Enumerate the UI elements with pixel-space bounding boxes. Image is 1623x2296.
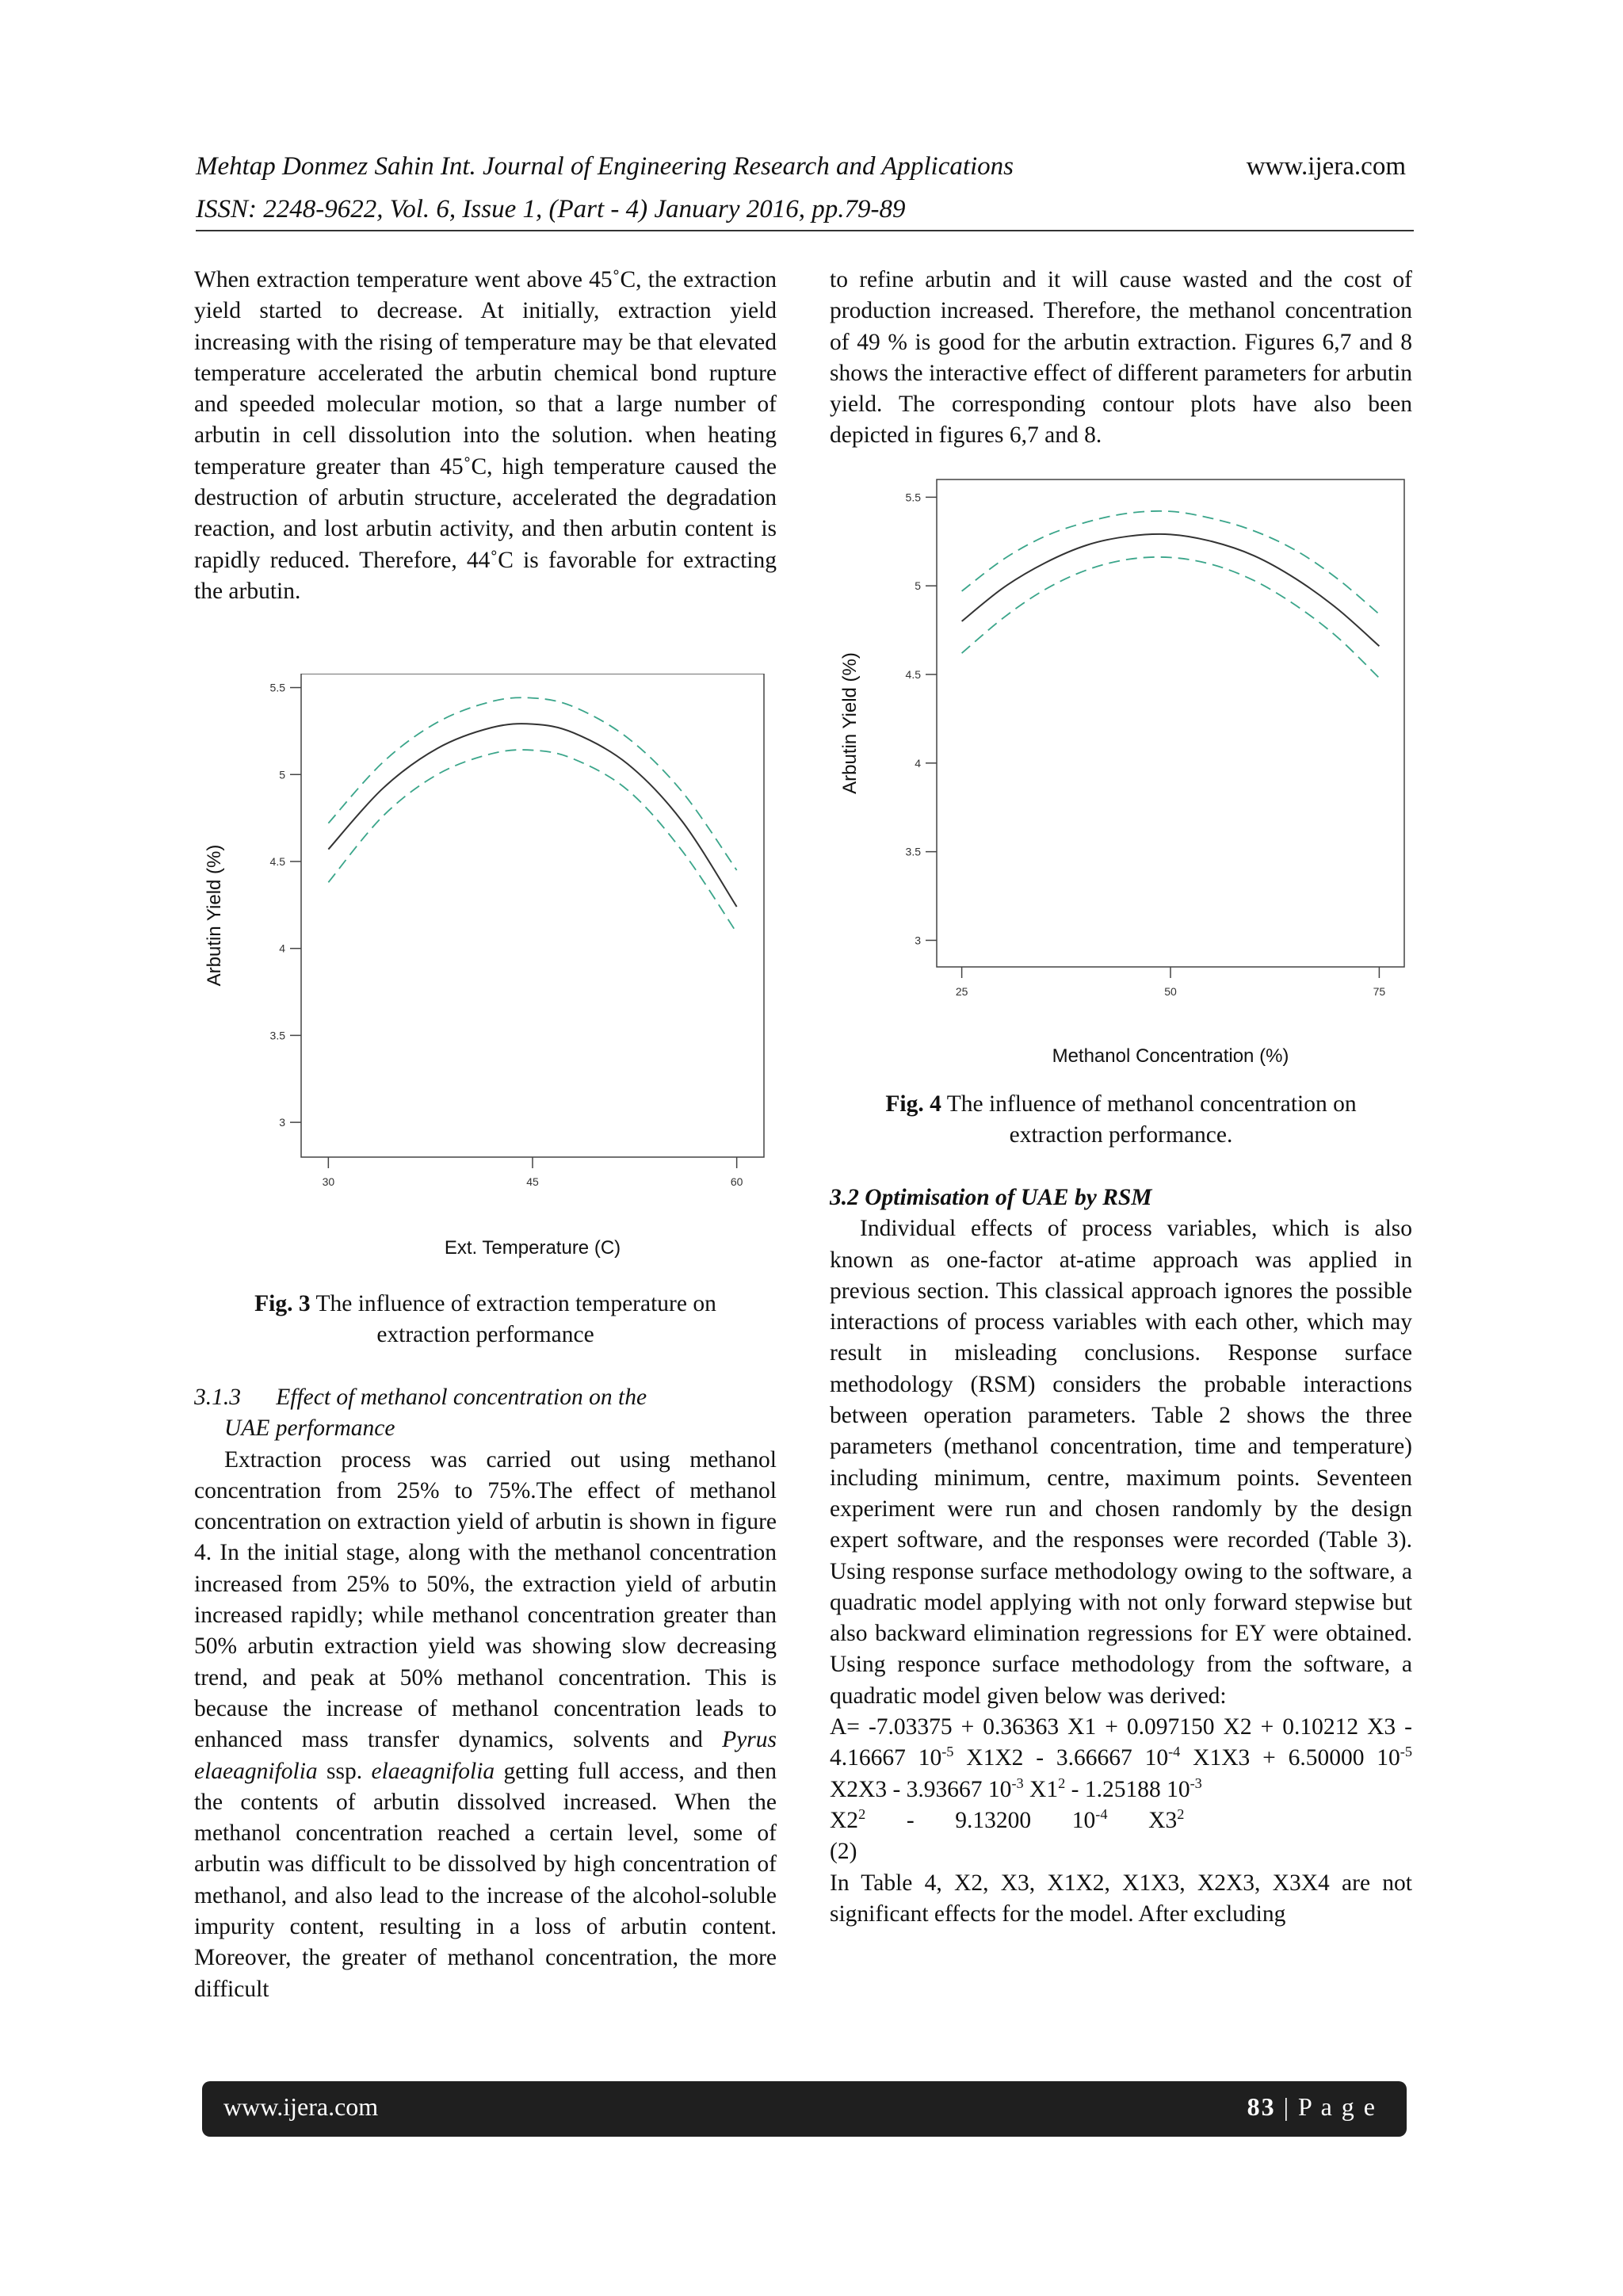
y-tick-label: 4.5 — [905, 668, 921, 681]
y-tick-label: 4.5 — [269, 854, 285, 868]
eq-exp: -4 — [1095, 1806, 1108, 1823]
y-tick-label: 3 — [915, 934, 921, 947]
lower-ci-line — [328, 750, 736, 933]
eq-text: X1X2 - 3.66667 10 — [953, 1745, 1169, 1771]
paragraph: Individual effects of process variables, which is also known as one-factor at-atime approach was applied in previous section. This classical approach ignores the possible interactions of process variables with each other, which may result in misleading conclusions. Response surface methodology (RSM) considers the probable interactions between operation parameters. Table 2 shows the three parameters (methanol concentration, time and temperature) including minimum, centre, maximum points. Seventeen experiment were run and chosen randomly by the design expert software, and the responses were recorded (Table 3). Using response surface methodology owing to the software, a quadratic model applying with not only forward stepwise but also backward elimination regressions for EY were obtained. Using responce surface methodology from the software, a quadratic model given below was derived: — [830, 1216, 1412, 1709]
paragraph: to refine arbutin and it will cause wasted and the cost of production increased. Therefore, the methanol concentration of 49 % is good for the arbutin extraction. Figures 6,7 and 8 shows the interactive effect of different parameters for arbutin yield. The corresponding contour plots have also been depicted in figures 6,7 and 8. — [830, 267, 1412, 449]
fig4-caption-b: extraction performance. — [1009, 1122, 1233, 1148]
eq-exp: 2 — [1177, 1806, 1185, 1823]
fig3-plot — [198, 674, 769, 1276]
y-tick-label: 5 — [279, 768, 285, 781]
x-axis-label: Ext. Temperature (C) — [444, 1237, 621, 1259]
section-3-2-heading: 3.2 Optimisation of UAE by RSM — [830, 1185, 1152, 1210]
y-axis-label: Arbutin Yield (%) — [839, 652, 861, 794]
header-divider — [196, 230, 1414, 231]
y-tick-label: 3 — [279, 1116, 285, 1129]
eq-exp: -3 — [1011, 1775, 1024, 1791]
x-tick-label: 60 — [730, 1175, 743, 1188]
fig4-chart — [834, 476, 1412, 1078]
fig4-caption-a: The influence of methanol concentration on — [941, 1091, 1357, 1117]
x-tick-label: 45 — [526, 1175, 539, 1188]
right-column-bottom — [830, 1182, 1412, 1930]
fig3-chart — [198, 674, 769, 1276]
y-tick-label: 3.5 — [269, 1029, 285, 1042]
y-tick-label: 4 — [915, 756, 921, 770]
eq-exp: -4 — [1168, 1744, 1181, 1760]
equation-2 — [830, 1712, 1412, 1867]
page-number-value: 83 — [1247, 2092, 1276, 2121]
section-title-a: Effect of methanol concentration on the — [276, 1385, 647, 1410]
eq-text: - 9.13200 10 — [865, 1807, 1096, 1833]
fig3-label: Fig. 3 — [254, 1291, 311, 1316]
paragraph-text: Extraction process was carried out using methanol concentration from 25% to 75%.The effect of methanol concentration on extraction yield of arbutin is shown in figure 4. In the initial stage, along with the methanol concentration increased from 25% to 50%, the extraction yield of arbutin increased rapidly; while methanol concentration greater than 50% arbutin extraction yield was showing slow decreasing trend, and peak at 50% methanol concentration. This is because the increase of methanol concentration leads to enhanced mass transfer dynamics, solvents and — [194, 1446, 777, 1753]
paragraph: When extraction temperature went above 45˚C, the extraction yield started to decrease. At initially, extraction yield increasing with the rising of temperature may be that elevated temperature accelerated the arbutin chemical bond rupture and speeded molecular motion, so that a large number of arbutin in cell dissolution into the solution. when heating temperature greater than 45˚C, high temperature caused the destruction of arbutin structure, accelerated the degradation reaction, and lost arbutin activity, and then arbutin content is rapidly reduced. Therefore, 44˚C is favorable for extracting the arbutin. — [194, 267, 777, 604]
plot-frame — [301, 674, 764, 1157]
eq-text: X1X3 + 6.50000 10 — [1180, 1745, 1400, 1771]
x-axis-label: Methanol Concentration (%) — [1052, 1045, 1289, 1067]
equation-number: (2) — [830, 1839, 857, 1865]
prediction-line — [328, 724, 736, 907]
paragraph — [194, 1445, 777, 2005]
x-tick-label: 25 — [955, 985, 968, 998]
section-title-b: UAE performance — [224, 1415, 395, 1442]
paragraph: In Table 4, X2, X3, X1X2, X1X3, X2X3, X3X4 are not significant effects for the model. After excluding — [830, 1870, 1412, 1927]
left-column-top — [194, 265, 777, 607]
eq-text: X3 — [1107, 1807, 1178, 1833]
lower-ci-line — [962, 557, 1380, 678]
page-label: | P a g e — [1275, 2092, 1377, 2121]
fig4-label: Fig. 4 — [885, 1091, 941, 1117]
left-column-mid — [194, 1289, 777, 1351]
issn-line: ISSN: 2248-9622, Vol. 6, Issue 1, (Part - 4) January 2016, pp.79-89 — [196, 195, 906, 223]
fig4-plot — [834, 476, 1412, 1078]
fig3-caption-a: The influence of extraction temperature on — [310, 1291, 716, 1316]
eq-exp: 2 — [1058, 1775, 1066, 1791]
right-column-mid — [830, 1089, 1412, 1152]
section-number: 3.1.3 — [194, 1385, 241, 1410]
eq-text: - 1.25188 10 — [1065, 1776, 1190, 1802]
section-3-1-3-heading — [194, 1382, 777, 1445]
eq-exp: -5 — [1400, 1744, 1413, 1760]
eq-text: X2X3 - 3.93667 10 — [830, 1776, 1012, 1802]
right-column-top — [830, 265, 1412, 452]
prediction-line — [962, 534, 1380, 646]
eq-exp: 2 — [858, 1806, 866, 1823]
x-tick-label: 30 — [322, 1175, 335, 1188]
paragraph-text: getting full access, and then the contents of arbutin dissolved increased. When the methanol concentration reached a certain level, some of arbutin was difficult to be dissolved by high concentration of methanol, and also lead to the increase of the alcohol-soluble impurity content, resulting in a loss of arbutin content. Moreover, the greater of methanol concentration, the more difficult — [194, 1758, 777, 2002]
upper-ci-line — [962, 511, 1380, 614]
y-tick-label: 5.5 — [269, 681, 285, 694]
y-tick-label: 5 — [915, 579, 921, 593]
species-name: elaeagnifolia — [371, 1758, 495, 1784]
eq-text: X2 — [830, 1807, 859, 1833]
fig3-caption — [194, 1289, 777, 1351]
left-column-bottom — [194, 1382, 777, 2005]
y-tick-label: 5.5 — [905, 491, 921, 504]
page-header — [196, 152, 1414, 228]
paragraph-text: ssp. — [317, 1758, 372, 1784]
y-tick-label: 3.5 — [905, 845, 921, 858]
fig3-caption-b: extraction performance — [376, 1322, 594, 1348]
y-axis-label: Arbutin Yield (%) — [204, 844, 225, 987]
eq-exp: -5 — [941, 1744, 954, 1760]
page-number — [1247, 2092, 1377, 2122]
page-footer — [202, 2081, 1407, 2137]
journal-title: Mehtap Donmez Sahin Int. Journal of Engineering Research and Applications — [196, 152, 1014, 181]
eq-exp: -3 — [1190, 1775, 1202, 1791]
journal-site[interactable]: www.ijera.com — [1246, 152, 1406, 181]
footer-site-link[interactable]: www.ijera.com — [223, 2092, 379, 2121]
y-tick-label: 4 — [279, 942, 285, 955]
species-name: Pyrus elaeagnifolia — [194, 1727, 777, 1784]
x-tick-label: 50 — [1164, 985, 1177, 998]
eq-text: X1 — [1023, 1776, 1059, 1802]
x-tick-label: 75 — [1373, 985, 1386, 998]
eq-text: A= -7.03375 + 0.36363 X1 + 0.097150 X2 + 0.10212 X3 - 4.16667 10 — [830, 1714, 1412, 1771]
fig4-caption — [830, 1089, 1412, 1152]
plot-frame — [937, 479, 1404, 967]
